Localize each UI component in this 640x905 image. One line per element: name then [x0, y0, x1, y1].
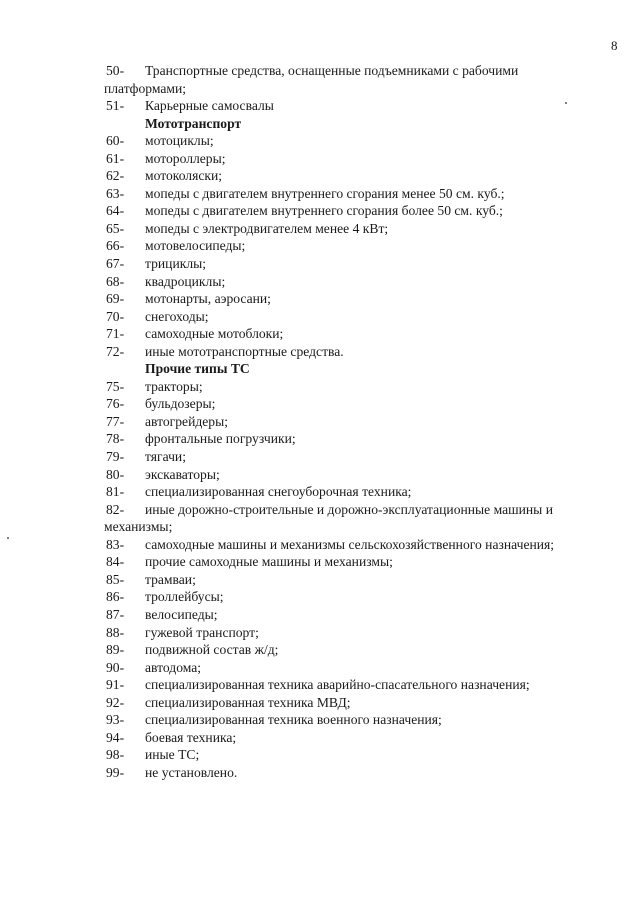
- item-code: 71-: [106, 326, 125, 342]
- item-text: специализированная техника МВД;: [145, 694, 351, 710]
- item-code: 76-: [106, 396, 125, 412]
- item-code: 60-: [106, 133, 125, 149]
- item-code: 79-: [106, 449, 125, 465]
- item-text: прочие самоходные машины и механизмы;: [145, 554, 393, 570]
- section-heading: Мототранспорт: [145, 115, 242, 131]
- list-item: [106, 395, 606, 413]
- item-text: мопеды с двигателем внутреннего сгорания более 50 см. куб.;: [145, 203, 503, 219]
- list-item: [106, 746, 606, 764]
- item-code: 99-: [106, 764, 125, 780]
- list-item: [106, 536, 606, 554]
- item-code: 80-: [106, 466, 125, 482]
- list-item: [106, 448, 606, 466]
- item-code: 68-: [106, 273, 125, 289]
- item-code: 93-: [106, 712, 125, 728]
- list-item: [106, 483, 606, 501]
- list-item: [106, 97, 606, 115]
- item-code: 50-: [106, 63, 125, 78]
- item-text: Транспортные средства, оснащенные подъемниками с рабочими: [145, 63, 519, 78]
- list-item: [106, 273, 606, 291]
- list-item: [106, 571, 606, 589]
- item-text: мопеды с двигателем внутреннего сгорания менее 50 см. куб.;: [145, 185, 505, 201]
- item-text: мотоциклы;: [145, 133, 214, 149]
- item-text-continuation: механизмы;: [104, 519, 173, 535]
- vehicle-type-list: [106, 62, 606, 781]
- item-text: специализированная техника аварийно-спасательного назначения;: [145, 677, 530, 693]
- list-item: [106, 220, 606, 238]
- item-text: экскаваторы;: [145, 466, 220, 482]
- item-code: 75-: [106, 378, 125, 394]
- item-code: 51-: [106, 98, 125, 114]
- item-code: 66-: [106, 238, 125, 254]
- list-item: [106, 185, 606, 203]
- item-text: автодома;: [145, 659, 202, 675]
- item-code: 88-: [106, 624, 125, 640]
- item-text: трициклы;: [145, 256, 207, 272]
- list-item: [106, 413, 606, 431]
- item-text: автогрейдеры;: [145, 413, 229, 429]
- scan-speck: [565, 102, 567, 104]
- item-code: 90-: [106, 659, 125, 675]
- item-text: иные дорожно-строительные и дорожно-эксплуатационные машины и: [145, 501, 553, 517]
- list-item: [106, 466, 606, 484]
- list-item: [106, 378, 606, 396]
- item-code: 91-: [106, 677, 125, 693]
- item-text: не установлено.: [145, 764, 238, 780]
- item-text: специализированная техника военного назначения;: [145, 712, 442, 728]
- section-heading: Прочие типы ТС: [145, 361, 250, 377]
- scan-speck: [7, 537, 9, 539]
- list-item: [106, 606, 606, 624]
- item-text: специализированная снегоуборочная техника;: [145, 484, 412, 500]
- item-text: бульдозеры;: [145, 396, 216, 412]
- list-item: [106, 325, 606, 343]
- list-item: [106, 202, 606, 220]
- item-code: 61-: [106, 150, 125, 166]
- list-item: [106, 729, 606, 747]
- item-text: мотонарты, аэросани;: [145, 291, 271, 307]
- list-item: [106, 308, 606, 326]
- item-code: 84-: [106, 554, 125, 570]
- item-text: боевая техника;: [145, 729, 237, 745]
- item-code: 72-: [106, 343, 125, 359]
- item-code: 85-: [106, 571, 125, 587]
- item-text: иные мототранспортные средства.: [145, 343, 344, 359]
- item-code: 94-: [106, 729, 125, 745]
- item-code: 89-: [106, 642, 125, 658]
- item-code: 67-: [106, 256, 125, 272]
- item-text: фронтальные погрузчики;: [145, 431, 296, 447]
- item-code: 83-: [106, 536, 125, 552]
- item-text: снегоходы;: [145, 308, 209, 324]
- item-code: 86-: [106, 589, 125, 605]
- item-code: 81-: [106, 484, 125, 500]
- item-code: 64-: [106, 203, 125, 219]
- item-text: самоходные машины и механизмы сельскохозяйственного назначения;: [145, 536, 555, 552]
- list-item: [106, 150, 606, 168]
- item-code: 78-: [106, 431, 125, 447]
- item-text: гужевой транспорт;: [145, 624, 259, 640]
- item-text: мотороллеры;: [145, 150, 226, 166]
- list-item: [106, 641, 606, 659]
- item-code: 92-: [106, 694, 125, 710]
- item-text: подвижной состав ж/д;: [145, 642, 279, 658]
- list-item: [106, 343, 606, 361]
- item-text: троллейбусы;: [145, 589, 224, 605]
- list-item: [106, 676, 606, 694]
- item-text-continuation: платформами;: [104, 80, 187, 96]
- list-item: [106, 237, 606, 255]
- item-code: 70-: [106, 308, 125, 324]
- item-text: велосипеды;: [145, 606, 218, 622]
- list-item: [106, 132, 606, 150]
- item-code: 87-: [106, 606, 125, 622]
- list-item: [106, 430, 606, 448]
- list-item: [106, 659, 606, 677]
- item-code: 69-: [106, 291, 125, 307]
- item-text: тракторы;: [145, 378, 203, 394]
- item-text: иные ТС;: [145, 747, 200, 763]
- item-text: Карьерные самосвалы: [145, 98, 274, 114]
- list-item: [106, 764, 606, 782]
- item-text: мопеды с электродвигателем менее 4 кВт;: [145, 220, 389, 236]
- list-item: [106, 553, 606, 571]
- item-code: 63-: [106, 185, 125, 201]
- item-text: квадроциклы;: [145, 273, 226, 289]
- item-code: 77-: [106, 413, 125, 429]
- item-text: самоходные мотоблоки;: [145, 326, 284, 342]
- page-number: 8: [611, 38, 618, 53]
- item-text: трамваи;: [145, 571, 196, 587]
- list-item: [106, 694, 606, 712]
- item-code: 62-: [106, 168, 125, 184]
- item-text: мотовелосипеды;: [145, 238, 246, 254]
- item-text: тягачи;: [145, 449, 186, 465]
- list-item: [106, 711, 606, 729]
- list-item: [106, 624, 606, 642]
- list-item: [106, 62, 606, 80]
- list-item: [106, 167, 606, 185]
- item-text: мотоколяски;: [145, 168, 223, 184]
- list-item: [106, 255, 606, 273]
- item-code: 98-: [106, 747, 125, 763]
- item-code: 82-: [106, 501, 125, 517]
- list-item: [106, 501, 606, 519]
- item-code: 65-: [106, 220, 125, 236]
- list-item: [106, 588, 606, 606]
- list-item: [106, 290, 606, 308]
